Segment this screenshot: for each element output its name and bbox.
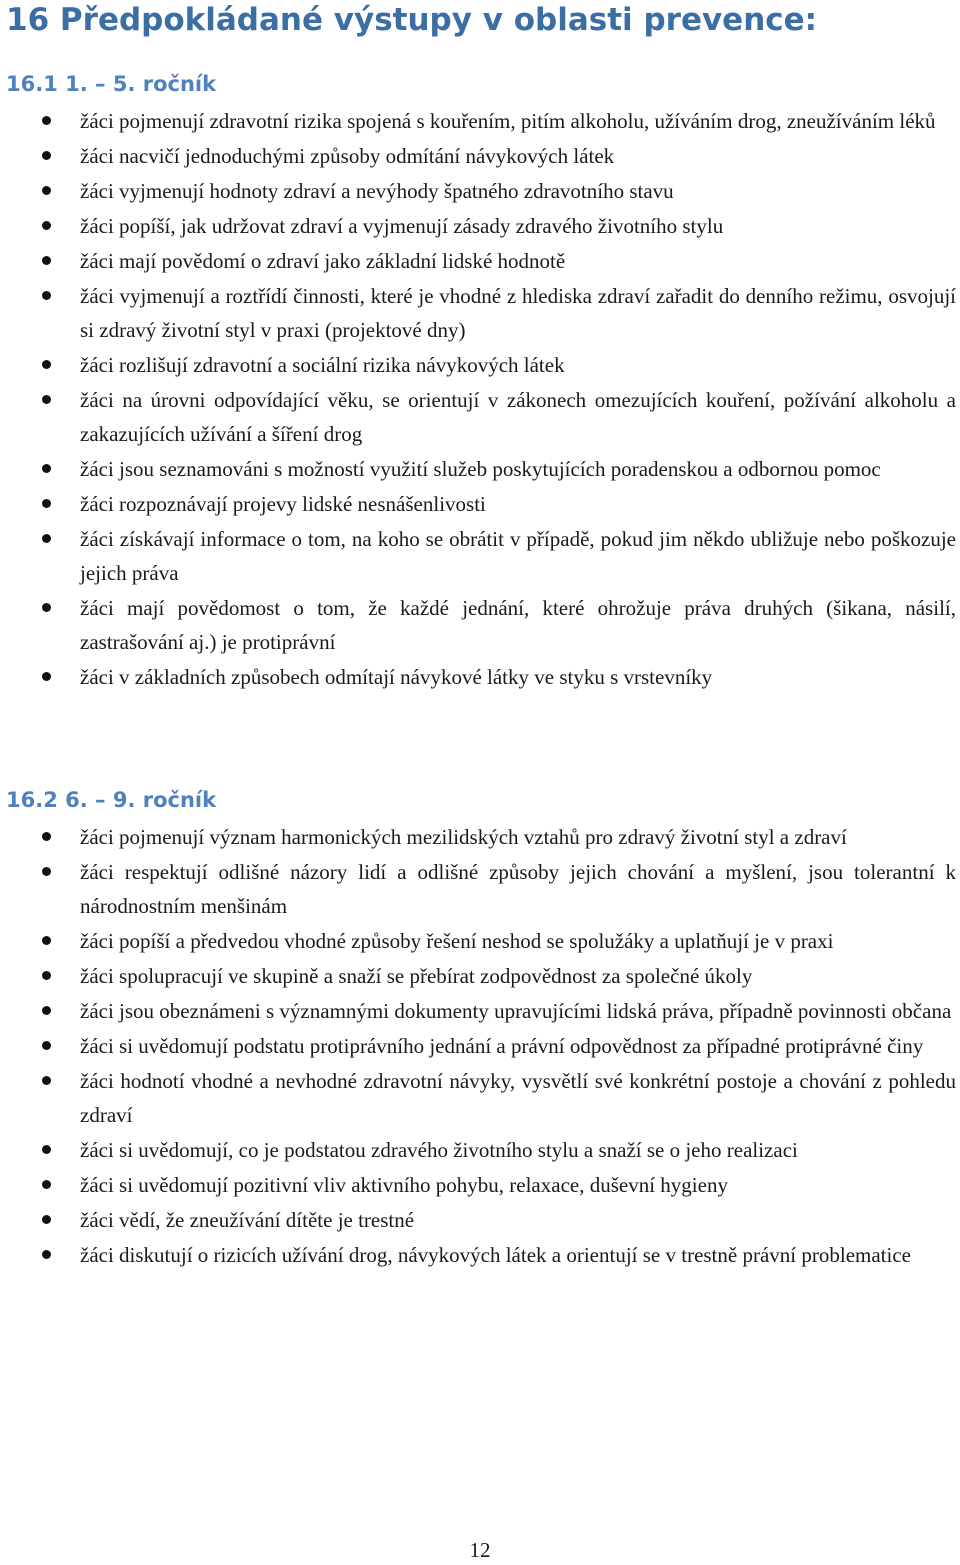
bullet-icon xyxy=(42,832,51,841)
outcomes-list-6-9 xyxy=(0,820,960,1273)
bullet-icon xyxy=(42,672,51,681)
list-item-text: žáci na úrovni odpovídající věku, se orientují v zákonech omezujících kouření, požívání alkoholu a zakazujících užívání a šíření drog xyxy=(80,388,956,446)
list-item xyxy=(0,1238,960,1272)
bullet-icon xyxy=(42,1215,51,1224)
bullet-icon xyxy=(42,971,51,980)
list-item xyxy=(0,855,960,923)
list-item xyxy=(0,660,960,694)
list-item-text: žáci pojmenují význam harmonických mezilidských vztahů pro zdravý životní styl a zdraví xyxy=(80,825,847,849)
list-item xyxy=(0,1133,960,1167)
list-item-text: žáci nacvičí jednoduchými způsoby odmítání návykových látek xyxy=(80,144,615,168)
list-item xyxy=(0,279,960,347)
list-item-text: žáci hodnotí vhodné a nevhodné zdravotní návyky, vysvětlí své konkrétní postoje a chování z pohledu zdraví xyxy=(80,1069,956,1127)
list-item xyxy=(0,591,960,659)
bullet-icon xyxy=(42,1041,51,1050)
list-item-text: žáci jsou seznamováni s možností využití služeb poskytujících poradenskou a odbornou pomoc xyxy=(80,457,881,481)
bullet-icon xyxy=(42,1145,51,1154)
list-item-text: žáci vyjmenují hodnoty zdraví a nevýhody špatného zdravotního stavu xyxy=(80,179,674,203)
list-item-text: žáci v základních způsobech odmítají návykové látky ve styku s vrstevníky xyxy=(80,665,713,689)
outcomes-list-1-5 xyxy=(0,104,960,695)
bullet-icon xyxy=(42,464,51,473)
list-item-text: žáci si uvědomují pozitivní vliv aktivního pohybu, relaxace, duševní hygieny xyxy=(80,1173,728,1197)
bullet-icon xyxy=(42,534,51,543)
list-item xyxy=(0,1064,960,1132)
list-item-text: žáci jsou obeznámeni s významnými dokumenty upravujícími lidská práva, případně povinnosti občana xyxy=(80,999,952,1023)
list-item-text: žáci spolupracují ve skupině a snaží se přebírat zodpovědnost za společné úkoly xyxy=(80,964,753,988)
page-number: 12 xyxy=(469,1538,491,1562)
list-item xyxy=(0,522,960,590)
list-item xyxy=(0,139,960,173)
bullet-icon xyxy=(42,603,51,612)
list-item xyxy=(0,820,960,854)
list-item xyxy=(0,1203,960,1237)
bullet-icon xyxy=(42,499,51,508)
bullet-icon xyxy=(42,395,51,404)
bullet-icon xyxy=(42,151,51,160)
list-item xyxy=(0,244,960,278)
list-item xyxy=(0,348,960,382)
list-item xyxy=(0,959,960,993)
bullet-icon xyxy=(42,186,51,195)
list-item-text: žáci pojmenují zdravotní rizika spojená s kouřením, pitím alkoholu, užíváním drog, zneužíváním léků xyxy=(80,109,936,133)
bullet-icon xyxy=(42,221,51,230)
bullet-icon xyxy=(42,291,51,300)
bullet-icon xyxy=(42,360,51,369)
list-item xyxy=(0,487,960,521)
list-item xyxy=(0,452,960,486)
list-item-text: žáci si uvědomují, co je podstatou zdravého životního stylu a snaží se o jeho realizaci xyxy=(80,1138,798,1162)
section-heading-1-5: 16.1 1. – 5. ročník xyxy=(6,72,217,96)
list-item xyxy=(0,209,960,243)
chapter-heading: 16 Předpokládané výstupy v oblasti prevence: xyxy=(6,2,818,38)
list-item-text: žáci rozpoznávají projevy lidské nesnášenlivosti xyxy=(80,492,486,516)
bullet-icon xyxy=(42,936,51,945)
list-item-text: žáci mají povědomí o zdraví jako základní lidské hodnotě xyxy=(80,249,566,273)
list-item-text: žáci diskutují o rizicích užívání drog, návykových látek a orientují se v trestně právní problematice xyxy=(80,1243,911,1267)
list-item xyxy=(0,994,960,1028)
list-item xyxy=(0,383,960,451)
bullet-icon xyxy=(42,116,51,125)
bullet-icon xyxy=(42,256,51,265)
list-item-text: žáci popíší, jak udržovat zdraví a vyjmenují zásady zdravého životního stylu xyxy=(80,214,724,238)
list-item-text: žáci získávají informace o tom, na koho se obrátit v případě, pokud jim někdo ubližuje nebo poškozuje jejich práva xyxy=(80,527,956,585)
bullet-icon xyxy=(42,1076,51,1085)
list-item xyxy=(0,1168,960,1202)
bullet-icon xyxy=(42,1006,51,1015)
list-item xyxy=(0,104,960,138)
bullet-icon xyxy=(42,1180,51,1189)
list-item-text: žáci respektují odlišné názory lidí a odlišné způsoby jejich chování a myšlení, jsou tolerantní k národnostním menšinám xyxy=(80,860,956,918)
section-heading-6-9: 16.2 6. – 9. ročník xyxy=(6,788,217,812)
list-item-text: žáci vědí, že zneužívání dítěte je trestné xyxy=(80,1208,415,1232)
list-item-text: žáci vyjmenují a roztřídí činnosti, které je vhodné z hlediska zdraví zařadit do denního režimu, osvojují si zdravý životní styl v praxi (projektové dny) xyxy=(80,284,956,342)
bullet-icon xyxy=(42,867,51,876)
list-item-text: žáci popíší a předvedou vhodné způsoby řešení neshod se spolužáky a uplatňují je v praxi xyxy=(80,929,834,953)
list-item xyxy=(0,174,960,208)
bullet-icon xyxy=(42,1250,51,1259)
list-item-text: žáci si uvědomují podstatu protiprávního jednání a právní odpovědnost za případné protiprávné činy xyxy=(80,1034,924,1058)
list-item-text: žáci rozlišují zdravotní a sociální rizika návykových látek xyxy=(80,353,565,377)
list-item xyxy=(0,924,960,958)
list-item xyxy=(0,1029,960,1063)
list-item-text: žáci mají povědomost o tom, že každé jednání, které ohrožuje práva druhých (šikana, násilí, zastrašování aj.) je protiprávní xyxy=(80,596,956,654)
